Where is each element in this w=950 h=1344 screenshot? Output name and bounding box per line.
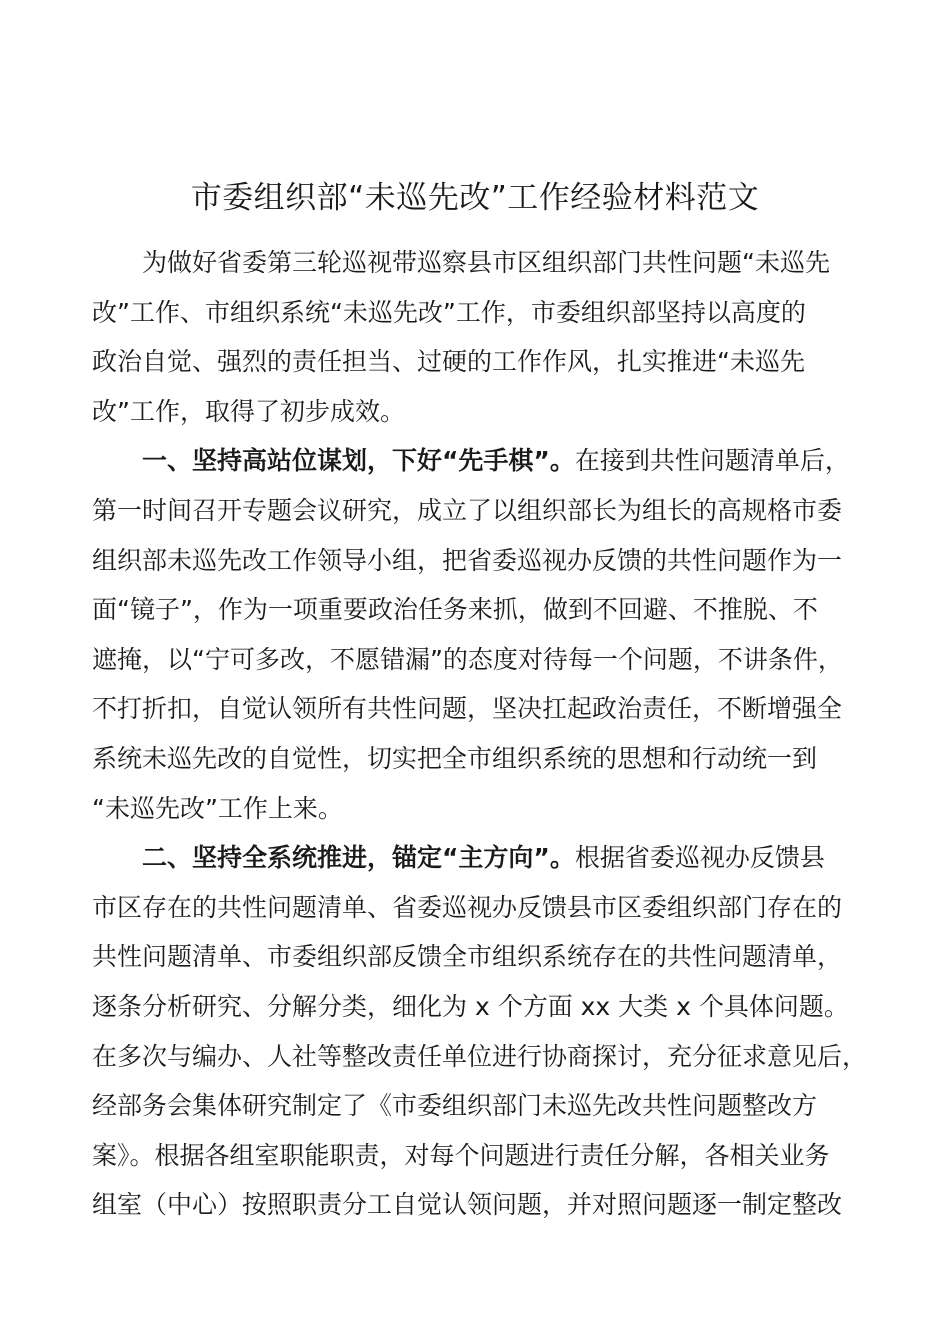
text-line: 系统未巡先改的自觉性，切实把全市组织系统的思想和行动统一到 — [92, 743, 818, 773]
section-one-heading: 一、坚持高站位谋划，下好“先手棋”。 — [142, 446, 575, 476]
text-line — [92, 436, 882, 486]
section-two-paragraph — [92, 833, 882, 1230]
text-line: 共性问题清单、市委组织部反馈全市组织系统存在的共性问题清单， — [92, 942, 843, 972]
intro-paragraph — [92, 238, 882, 436]
text-line: 不打折扣，自觉认领所有共性问题，坚决扛起政治责任，不断增强全 — [92, 694, 843, 724]
section-two-lead: 根据省委巡视办反馈县 — [574, 843, 825, 873]
section-two-heading: 二、坚持全系统推进，锚定“主方向”。 — [142, 843, 575, 873]
section-one-lead: 在接到共性问题清单后， — [574, 446, 850, 476]
text-line — [92, 833, 882, 883]
text-line: 改”工作、市组织系统“未巡先改”工作，市委组织部坚持以高度的 — [92, 297, 806, 327]
section-one-paragraph — [92, 436, 882, 833]
document-title: 市委组织部“未巡先改”工作经验材料范文 — [190, 180, 760, 216]
text-line: “未巡先改”工作上来。 — [92, 793, 343, 823]
text-line: 第一时间召开专题会议研究，成立了以组织部长为组长的高规格市委 — [92, 495, 843, 525]
document-body — [92, 238, 882, 1230]
text-line: 遮掩，以“宁可多改，不愿错漏”的态度对待每一个问题，不讲条件， — [92, 644, 843, 674]
text-line: 面“镜子”，作为一项重要政治任务来抓，做到不回避、不推脱、不 — [92, 595, 818, 625]
text-line: 经部务会集体研究制定了《市委组织部门未巡先改共性问题整改方 — [92, 1091, 818, 1121]
text-line: 政治自觉、强烈的责任担当、过硬的工作作风，扎实推进“未巡先 — [92, 347, 805, 377]
text-line: 逐条分析研究、分解分类，细化为 x 个方面 xx 大类 x 个具体问题。 — [92, 991, 849, 1021]
text-line: 组织部未巡先改工作领导小组，把省委巡视办反馈的共性问题作为一 — [92, 545, 843, 575]
text-line: 案》。根据各组室职能职责，对每个问题进行责任分解，各相关业务 — [92, 1140, 830, 1170]
text-line: 改”工作，取得了初步成效。 — [92, 396, 405, 426]
text-line: 为做好省委第三轮巡视带巡察县市区组织部门共性问题“未巡先 — [142, 248, 830, 277]
text-line: 组室（中心）按照职责分工自觉认领问题，并对照问题逐一制定整改 — [92, 1190, 843, 1220]
text-line: 在多次与编办、人社等整改责任单位进行协商探讨，充分征求意见后， — [92, 1041, 868, 1071]
text-line: 市区存在的共性问题清单、省委巡视办反馈县市区委组织部门存在的 — [92, 892, 843, 922]
